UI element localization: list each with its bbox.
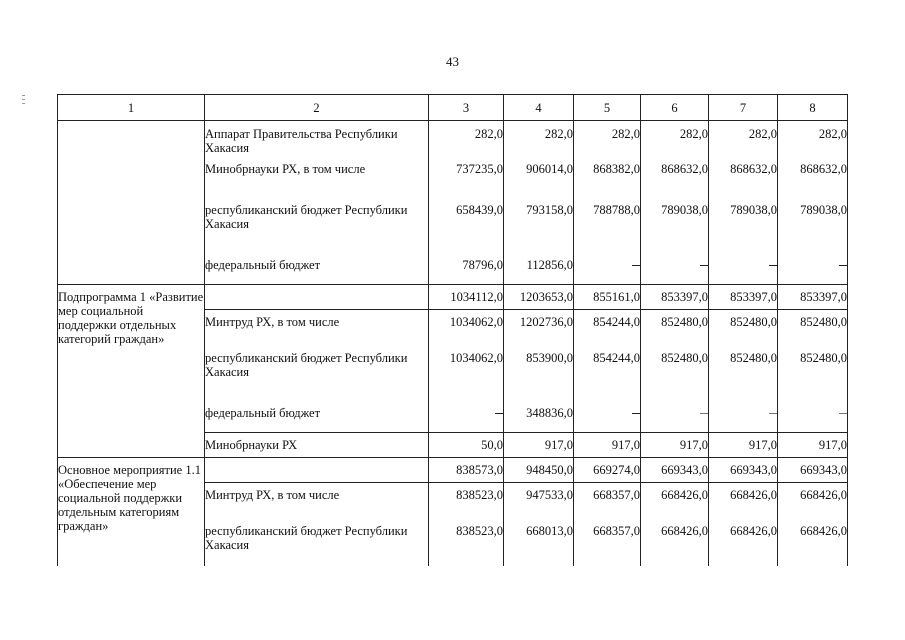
value-cell: 853900,0 <box>504 351 574 406</box>
row-source-cell: республиканский бюджет Республики Хакасия <box>205 524 429 566</box>
value-cell: 348836,0 <box>504 406 574 433</box>
value-cell: 658439,0 <box>429 203 504 258</box>
header-cell: 1 <box>58 95 205 121</box>
value-cell: 668426,0 <box>709 524 778 566</box>
value-cell: 852480,0 <box>709 351 778 406</box>
dash-mark <box>495 413 503 414</box>
value-cell: 78796,0 <box>429 258 504 285</box>
value-cell: 50,0 <box>429 433 504 458</box>
value-cell: 789038,0 <box>709 203 778 258</box>
value-cell: 917,0 <box>574 433 641 458</box>
row-name-cell: Подпрограмма 1 «Развитие мер социальной поддержки отдельных категорий граждан» <box>58 285 205 458</box>
dash-mark <box>632 265 640 266</box>
row-source-cell: Минобрнауки РХ, в том числе <box>205 162 429 203</box>
value-cell: 1034112,0 <box>429 285 504 310</box>
header-cell: 2 <box>205 95 429 121</box>
table-row <box>58 285 848 310</box>
value-cell: 668426,0 <box>641 483 709 524</box>
value-cell: 669343,0 <box>778 458 848 483</box>
value-cell: 668357,0 <box>574 524 641 566</box>
value-cell <box>778 258 848 285</box>
value-cell: 855161,0 <box>574 285 641 310</box>
value-cell: 906014,0 <box>504 162 574 203</box>
value-cell: 282,0 <box>504 121 574 162</box>
row-source-cell <box>205 458 429 483</box>
dash-mark <box>632 413 640 414</box>
value-cell: 852480,0 <box>641 351 709 406</box>
value-cell: 669274,0 <box>574 458 641 483</box>
table-row <box>58 458 848 483</box>
dash-mark <box>769 265 777 266</box>
value-cell: 917,0 <box>504 433 574 458</box>
value-cell: 1202736,0 <box>504 310 574 351</box>
value-cell: 789038,0 <box>778 203 848 258</box>
value-cell: 669343,0 <box>641 458 709 483</box>
value-cell: 788788,0 <box>574 203 641 258</box>
scan-margin-marks <box>20 92 28 112</box>
dash-mark <box>839 265 847 266</box>
row-source-cell <box>205 285 429 310</box>
value-cell: 669343,0 <box>709 458 778 483</box>
value-cell: 917,0 <box>778 433 848 458</box>
value-cell: 1034062,0 <box>429 310 504 351</box>
value-cell: 282,0 <box>709 121 778 162</box>
value-cell: 282,0 <box>429 121 504 162</box>
budget-table <box>57 94 848 566</box>
value-cell: 838523,0 <box>429 483 504 524</box>
row-source-cell: федеральный бюджет <box>205 406 429 433</box>
value-cell <box>574 258 641 285</box>
row-source-cell: Минтруд РХ, в том числе <box>205 310 429 351</box>
value-cell: 789038,0 <box>641 203 709 258</box>
dash-mark <box>839 413 847 414</box>
value-cell <box>641 258 709 285</box>
value-cell: 282,0 <box>778 121 848 162</box>
value-cell: 854244,0 <box>574 351 641 406</box>
value-cell: 852480,0 <box>778 351 848 406</box>
header-cell: 8 <box>778 95 848 121</box>
value-cell <box>574 406 641 433</box>
value-cell: 868632,0 <box>778 162 848 203</box>
row-source-cell: Минтруд РХ, в том числе <box>205 483 429 524</box>
value-cell <box>641 406 709 433</box>
value-cell: 668013,0 <box>504 524 574 566</box>
value-cell: 854244,0 <box>574 310 641 351</box>
value-cell: 853397,0 <box>778 285 848 310</box>
value-cell: 947533,0 <box>504 483 574 524</box>
table-row <box>58 121 848 162</box>
value-cell: 868632,0 <box>641 162 709 203</box>
value-cell: 838573,0 <box>429 458 504 483</box>
header-cell: 4 <box>504 95 574 121</box>
value-cell <box>709 258 778 285</box>
value-cell: 668426,0 <box>778 524 848 566</box>
value-cell: 868632,0 <box>709 162 778 203</box>
header-row <box>58 95 848 121</box>
value-cell: 853397,0 <box>641 285 709 310</box>
header-cell: 6 <box>641 95 709 121</box>
value-cell: 948450,0 <box>504 458 574 483</box>
value-cell: 852480,0 <box>641 310 709 351</box>
value-cell: 668426,0 <box>641 524 709 566</box>
value-cell: 853397,0 <box>709 285 778 310</box>
value-cell: 668357,0 <box>574 483 641 524</box>
row-name-cell <box>58 121 205 285</box>
row-source-cell: республиканский бюджет Республики Хакасия <box>205 203 429 258</box>
value-cell: 793158,0 <box>504 203 574 258</box>
value-cell: 852480,0 <box>778 310 848 351</box>
value-cell: 868382,0 <box>574 162 641 203</box>
value-cell: 282,0 <box>641 121 709 162</box>
value-cell: 668426,0 <box>778 483 848 524</box>
dash-mark <box>700 265 708 266</box>
page-number: 43 <box>446 54 459 69</box>
row-name-cell: Основное мероприятие 1.1 «Обеспечение мер социальной поддержки отдельным категориям граждан» <box>58 458 205 566</box>
row-source-cell: республиканский бюджет Республики Хакасия <box>205 351 429 406</box>
header-cell: 7 <box>709 95 778 121</box>
header-cell: 5 <box>574 95 641 121</box>
value-cell: 917,0 <box>709 433 778 458</box>
value-cell: 282,0 <box>574 121 641 162</box>
value-cell: 1034062,0 <box>429 351 504 406</box>
row-source-cell: федеральный бюджет <box>205 258 429 285</box>
value-cell: 112856,0 <box>504 258 574 285</box>
dash-mark <box>700 413 708 414</box>
value-cell: 737235,0 <box>429 162 504 203</box>
value-cell <box>709 406 778 433</box>
row-source-cell: Минобрнауки РХ <box>205 433 429 458</box>
dash-mark <box>769 413 777 414</box>
value-cell: 917,0 <box>641 433 709 458</box>
value-cell <box>778 406 848 433</box>
value-cell: 838523,0 <box>429 524 504 566</box>
value-cell: 1203653,0 <box>504 285 574 310</box>
value-cell: 852480,0 <box>709 310 778 351</box>
value-cell: 668426,0 <box>709 483 778 524</box>
value-cell <box>429 406 504 433</box>
header-cell: 3 <box>429 95 504 121</box>
row-source-cell: Аппарат Правительства Республики Хакасия <box>205 121 429 162</box>
